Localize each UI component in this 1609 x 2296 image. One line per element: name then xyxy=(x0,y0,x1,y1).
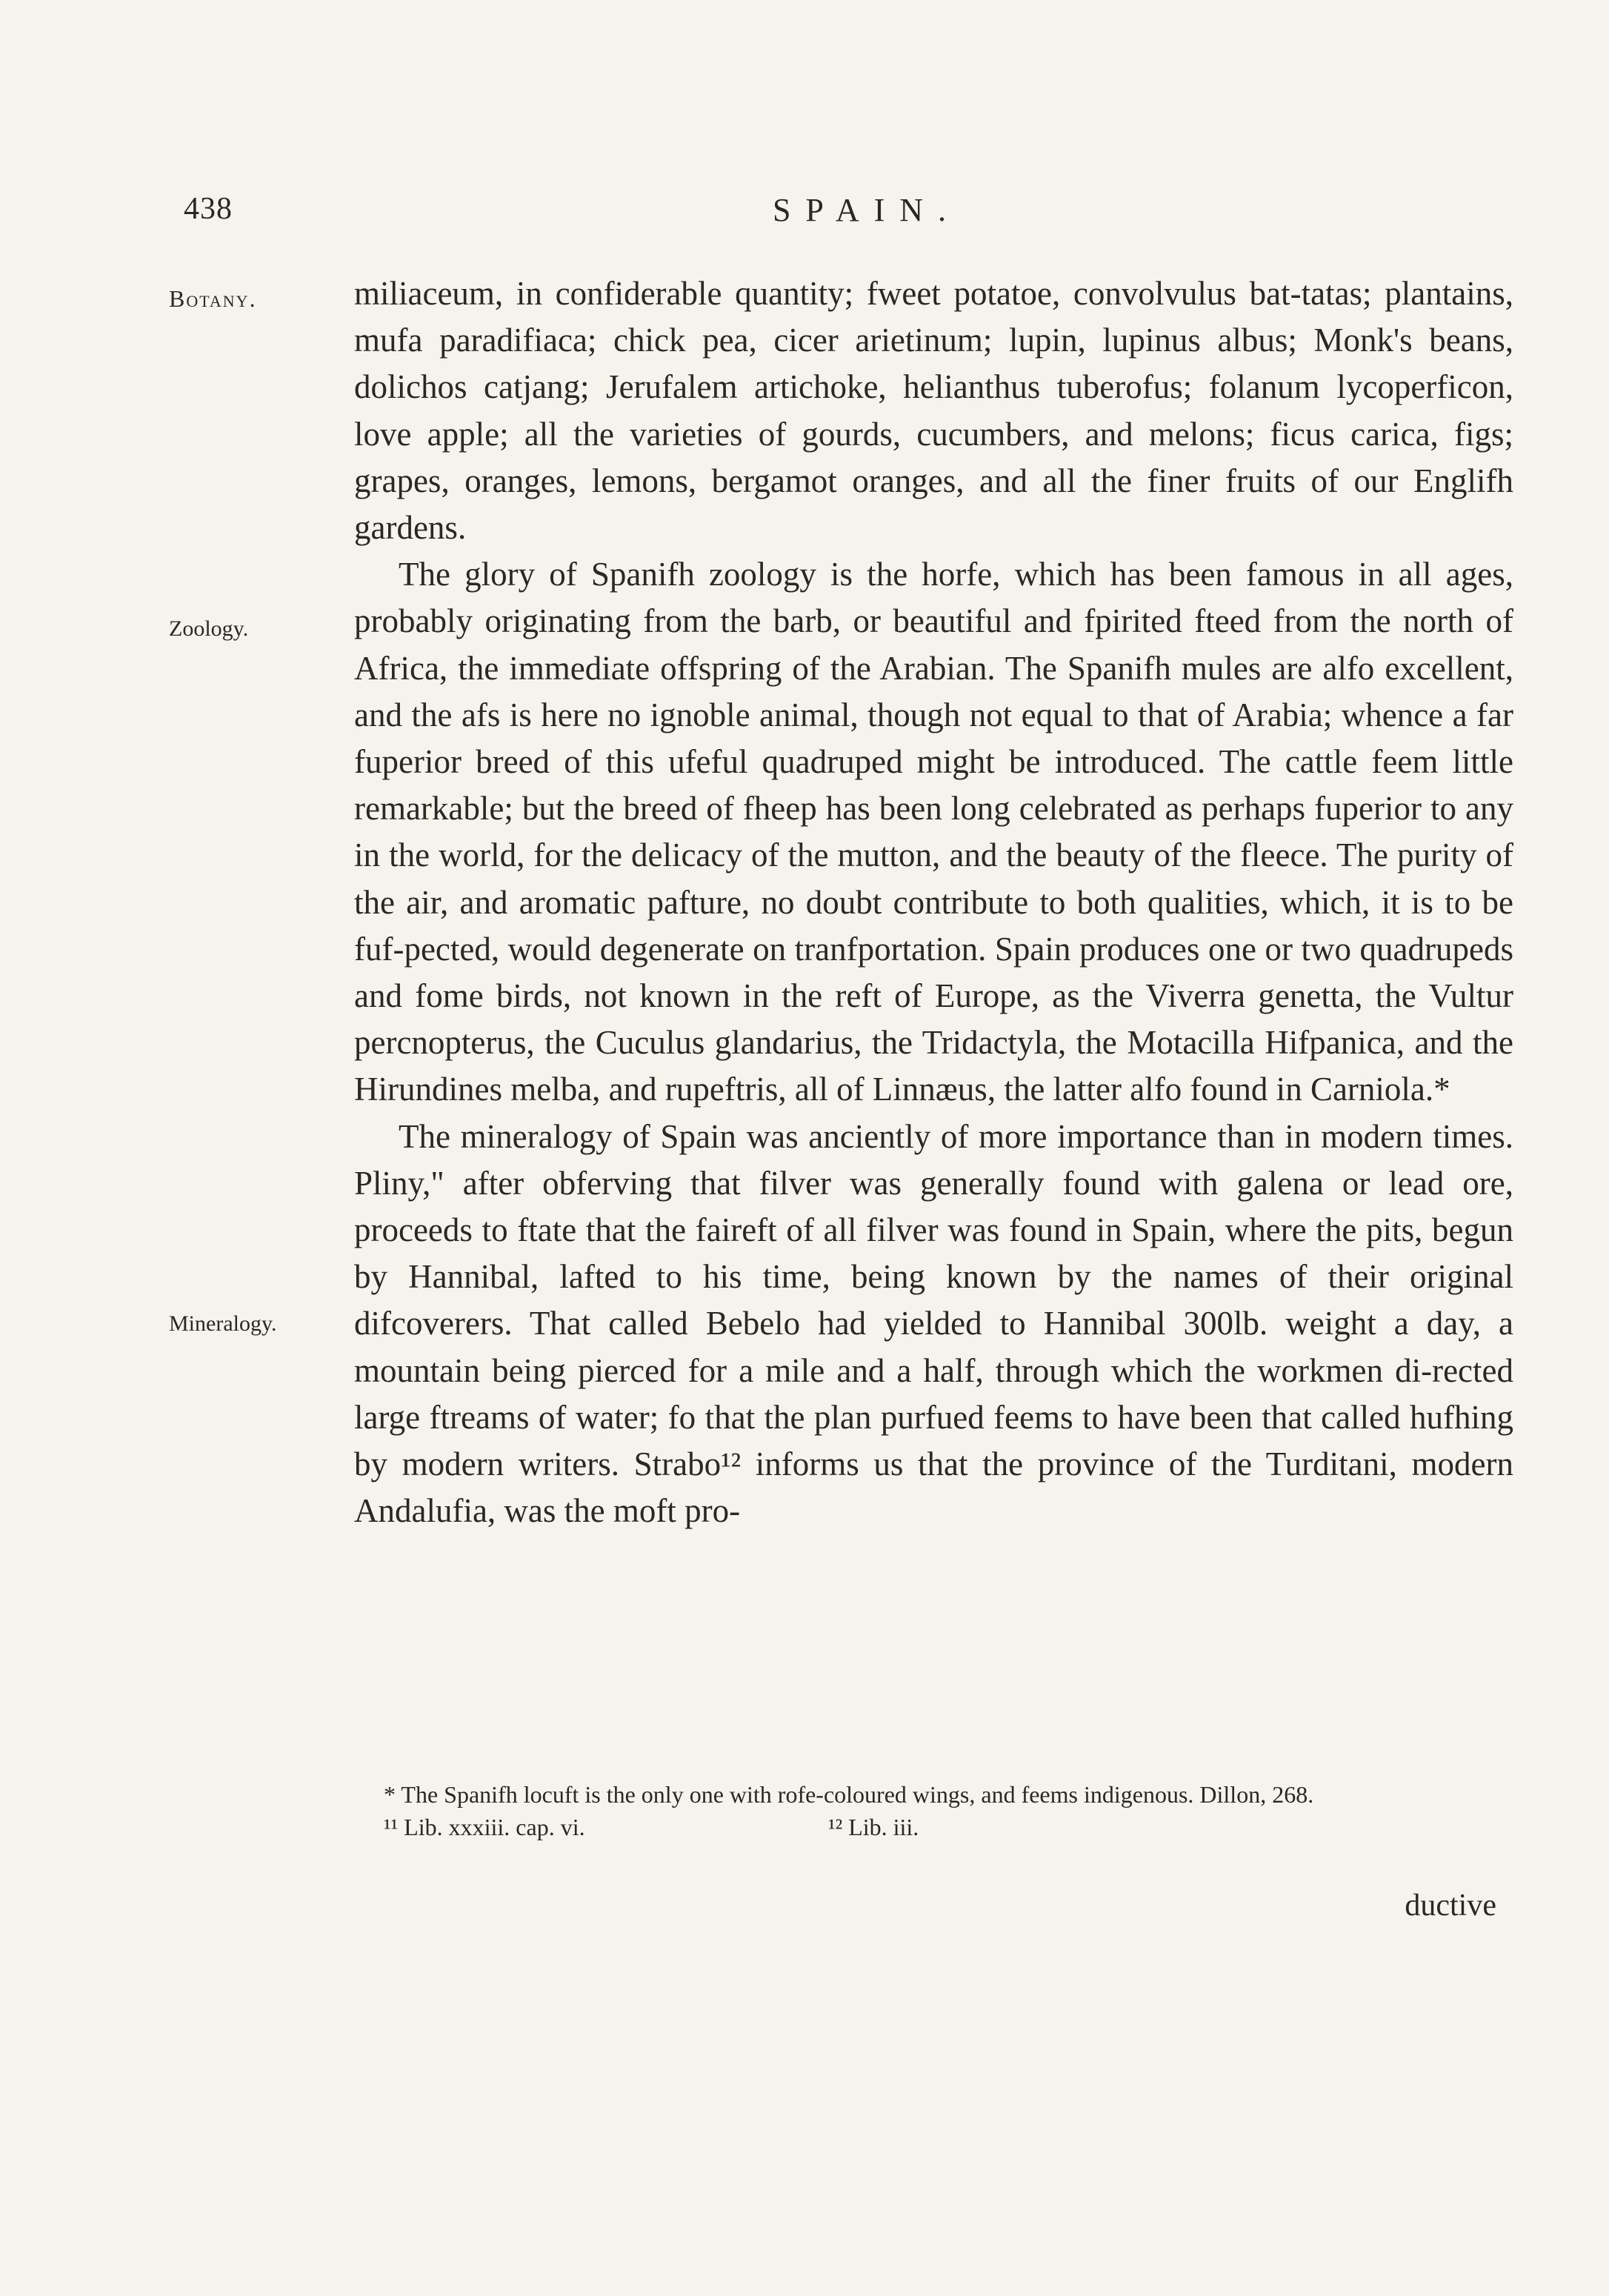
margin-note-zoology: Zoology. xyxy=(169,616,249,641)
margin-note-mineralogy: Mineralogy. xyxy=(169,1311,277,1336)
margin-note-botany: Botany. xyxy=(169,285,257,312)
body-text xyxy=(354,270,1513,1534)
footnote-row xyxy=(354,1811,1513,1843)
footnote-11: ¹¹ Lib. xxxiii. cap. vi. xyxy=(384,1814,585,1840)
catchword: ductive xyxy=(1405,1889,1496,1923)
footnote-12: ¹² Lib. iii. xyxy=(828,1814,919,1840)
page-number: 438 xyxy=(184,192,233,226)
footnotes xyxy=(354,1778,1513,1843)
running-head xyxy=(170,191,1548,236)
running-title: SPAIN. xyxy=(772,192,962,228)
paragraph-botany: miliaceum, in confiderable quantity; fweet potatoe, convolvulus bat-tatas; plantains, mufa paradifiaca; chick pea, cicer arietinum; lupin, lupinus albus; Monk's beans, dolichos catjang; Jerufalem artichoke, helianthus tuberofus; folanum lycoperficon, love apple; all the varieties of gourds, cucumbers, and melons; ficus carica, figs; grapes, oranges, lemons, bergamot oranges, and all the finer fruits of our Englifh gardens. xyxy=(354,275,1513,547)
paragraph-mineralogy: The mineralogy of Spain was anciently of more importance than in modern times. Pliny," after obferving that filver was generally found with galena or lead ore, proceeds to ftate that the faireft of all filver was found in Spain, where the pits, begun by Hannibal, lafted to his time, being known by the names of their original difcoverers. That called Bebelo had yielded to Hannibal 300lb. weight a day, a mountain being pierced for a mile and a half, through which the workmen di-rected large ftreams of water; fo that the plan purfued feems to have been that called hufhing by modern writers. Strabo¹² informs us that the province of the Turditani, modern Andalufia, was the moft pro- xyxy=(354,1117,1513,1530)
paragraph-zoology: The glory of Spanifh zoology is the horfe, which has been famous in all ages, probably originating from the barb, or beautiful and fpirited fteed from the north of Africa, the immediate offspring of the Arabian. The Spanifh mules are alfo excellent, and the afs is here no ignoble animal, though not equal to that of Arabia; whence a far fuperior breed of this ufeful quadruped might be introduced. The cattle feem little remarkable; but the breed of fheep has been long celebrated as perhaps fuperior to any in the world, for the delicacy of the mutton, and the beauty of the fleece. The purity of the air, and aromatic pafture, no doubt contribute to both qualities, which, it is to be fuf-pected, would degenerate on tranfportation. Spain produces one or two quadrupeds and fome birds, not known in the reft of Europe, as the Viverra genetta, the Vultur percnopterus, the Cuculus glandarius, the Tridactyla, the Motacilla Hifpanica, and the Hirundines melba, and rupeftris, all of Linnæus, the latter alfo found in Carniola.* xyxy=(354,556,1513,1108)
footnote-star: * The Spanifh locuft is the only one with rofe-coloured wings, and feems indigenous. Dillon, 268. xyxy=(384,1781,1314,1808)
